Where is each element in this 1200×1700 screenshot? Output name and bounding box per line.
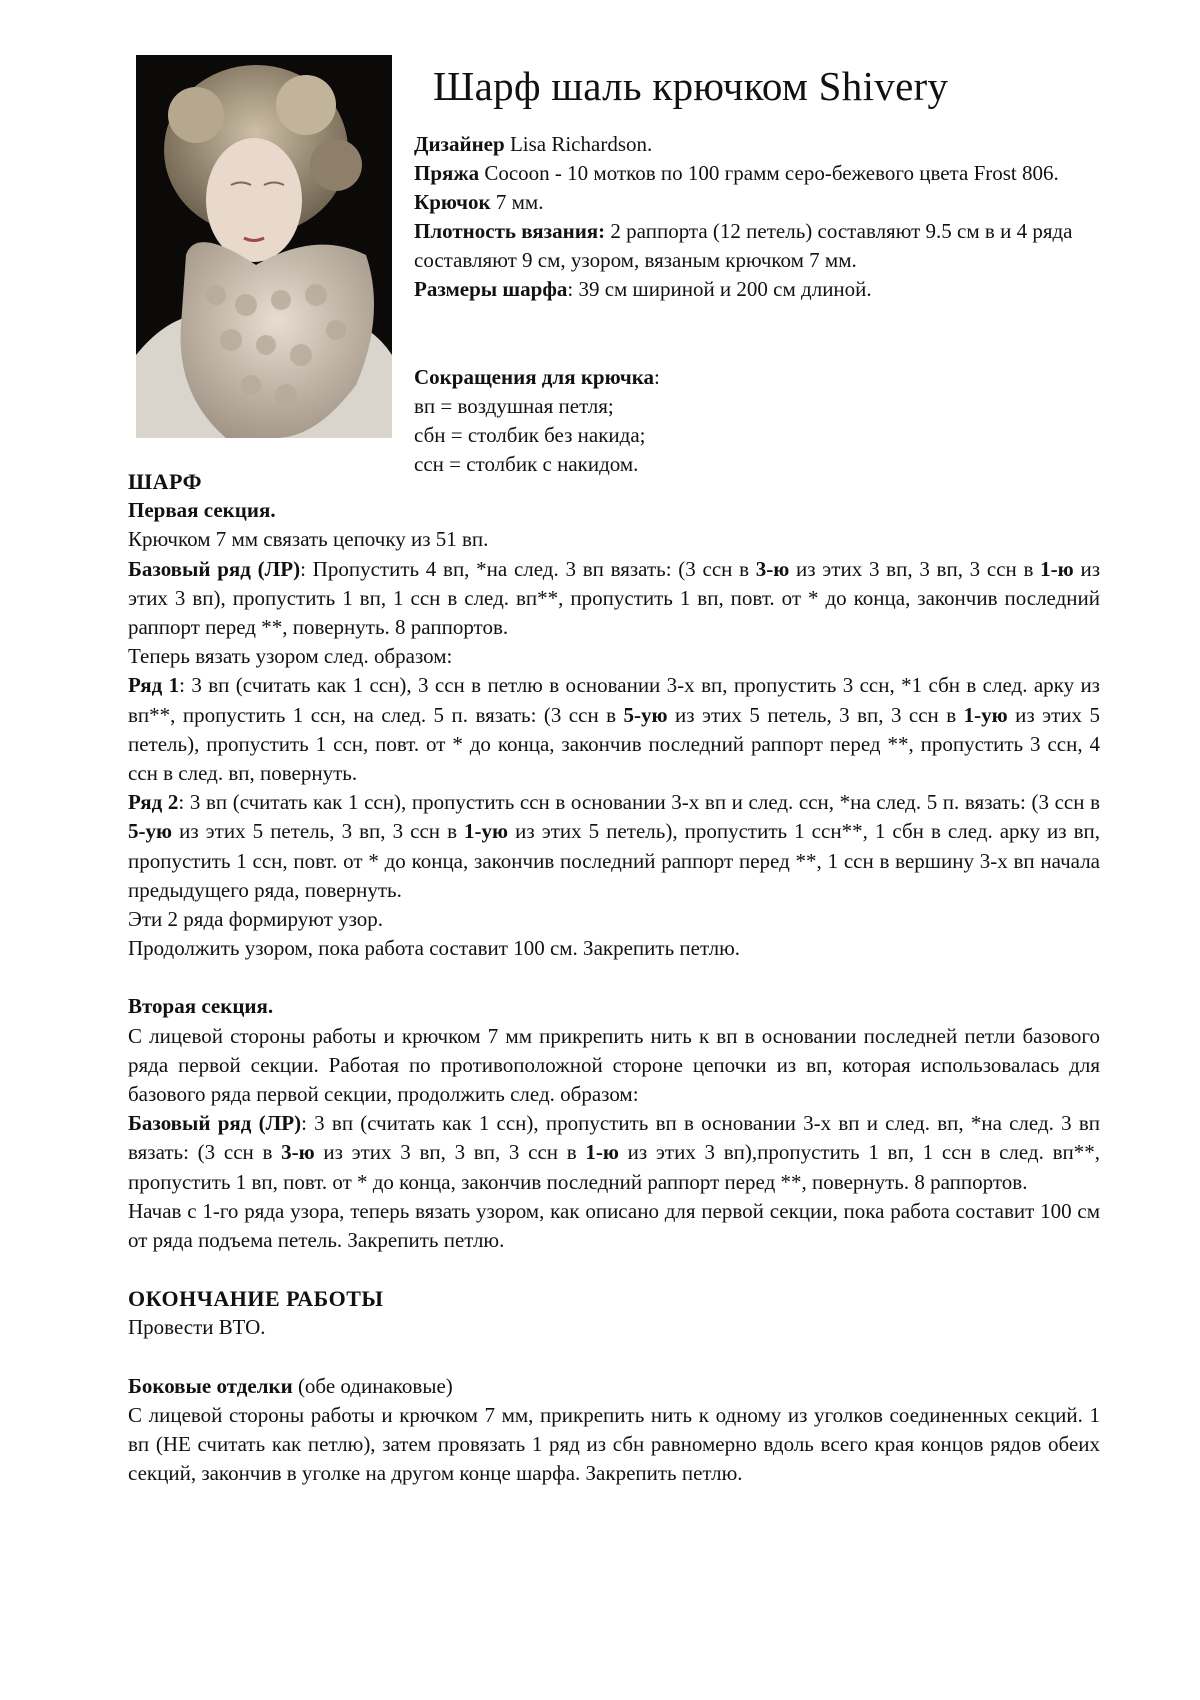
abbreviations-heading: Сокращения для крючка: [414,365,660,389]
yarn-value: Cocoon - 10 мотков по 100 грамм серо-бежевого цвета Frost 806. [479,161,1059,185]
abbreviations [414,363,1104,479]
gauge-line [414,217,1104,275]
yarn-label: Пряжа [414,161,480,185]
hook-label: Крючок [414,190,491,214]
abbreviation-item: вп = воздушная петля; [414,394,614,418]
model-photo-illustration [136,55,392,438]
pattern-note: Эти 2 ряда формируют узор. [128,907,383,932]
section-2-base-row: Базовый ряд (ЛР): 3 вп (считать как 1 ссн), пропустить вп в основании 3-х вп и след. вп, *на след. 3 вп вязать: (3 ссн в 3-ю из этих 3 вп, 3 вп, 3 ссн в 1-ю из этих 3 вп),пропустить 1 вп, 1 ссн в след. вп**, пропустить 1 вп, повт. от * до конца, закончив последний раппорт перед **, повернуть. 8 раппортов. [128,1111,1101,1194]
section-1-heading: Первая секция. [128,498,276,523]
size-value: : 39 см шириной и 200 см длиной. [567,277,872,301]
section-1-now: Теперь вязать узором след. образом: [128,644,453,669]
gauge-value: 2 раппорта (12 петель) составляют 9.5 см в и 4 ряда составляют 9 см, узором, вязаным крючком 7 мм. [414,219,1073,272]
designer-label: Дизайнер [414,132,505,156]
edge-heading: Боковые отделки (обе одинаковые) [128,1373,453,1398]
section-2-heading: Вторая секция. [128,994,274,1019]
model-photo [136,55,392,438]
pattern-body [128,467,1100,1489]
size-label: Размеры шарфа [414,277,568,301]
section-1-base-row: Базовый ряд (ЛР): Пропустить 4 вп, *на след. 3 вп вязать: (3 ссн в 3-ю из этих 3 вп, 3 вп, 3 ссн в 1-ю из этих 3 вп), пропустить 1 вп, 1 ссн в след. вп**, пропустить 1 вп, повт. от * до конца, закончив последний раппорт перед **, повернуть. 8 раппортов. [128,556,1100,640]
edge-text: С лицевой стороны работы и крючком 7 мм, прикрепить нить к одному из уголков соединенных секций. 1 вп (НЕ считать как петлю), затем провязать 1 ряд из сбн равномерно вдоль всего края концов рядов обеих секций, закончив в уголке на другом конце шарфа. Закрепить петлю. [128,1402,1100,1486]
designer-value: Lisa Richardson. [504,132,653,156]
hook-value: 7 мм. [490,190,544,214]
abbreviation-item: сбн = столбик без накида; [414,423,646,447]
row-1: Ряд 1: 3 вп (считать как 1 ссн), 3 ссн в петлю в основании 3-х вп, пропустить 3 ссн, *1 сбн в след. арку из вп**, пропустить 1 ссн, на след. 5 п. вязать: (3 ссн в 5-ую из этих 5 петель, 3 вп, 3 ссн в 1-ую из этих 5 петель), пропустить 1 ссн, повт. от * до конца, закончив последний раппорт перед **, пропустить 3 ссн, 4 ссн в след. вп, повернуть. [128,673,1100,786]
yarn-line [414,159,1104,188]
finishing-wet: Провести ВТО. [128,1315,266,1340]
section-2-intro: С лицевой стороны работы и крючком 7 мм прикрепить нить к вп в основании последней петли базового ряда первой секции. Работая по противоположной стороне цепочки из вп, которая использовалась для базового ряда первой секции, продолжить след. образом: [128,1023,1100,1107]
section-2-continue: Начав с 1-го ряда узора, теперь вязать узором, как описано для первой секции, пока работа составит 100 см от ряда подъема петель. Закрепить петлю. [128,1198,1100,1253]
finishing-heading: ОКОНЧАНИЕ РАБОТЫ [128,1286,384,1312]
hook-line [414,188,1104,217]
gauge-label: Плотность вязания: [414,219,606,243]
designer-line [414,130,1104,159]
scarf-heading: ШАРФ [128,469,203,494]
section-1-chain: Крючком 7 мм связать цепочку из 51 вп. [128,527,489,552]
row-2: Ряд 2: 3 вп (считать как 1 ссн), пропустить ссн в основании 3-х вп и след. ссн, *на след. 5 п. вязать: (3 ссн в 5-ую из этих 5 петель, 3 вп, 3 ссн в 1-ую из этих 5 петель), пропустить 1 ссн**, 1 сбн в след. арку из вп, пропустить 1 ссн, повт. от * до конца, закончив последний раппорт перед **, 1 ссн в вершину 3-х вп начала предыдущего ряда, повернуть. [128,790,1100,902]
pattern-title: Шарф шаль крючком Shivery [433,63,949,109]
size-line [414,275,1104,304]
pattern-details [414,130,1104,304]
abbreviation-item: ссн = столбик с накидом. [414,452,639,476]
continue-note: Продолжить узором, пока работа составит 100 см. Закрепить петлю. [128,936,741,961]
